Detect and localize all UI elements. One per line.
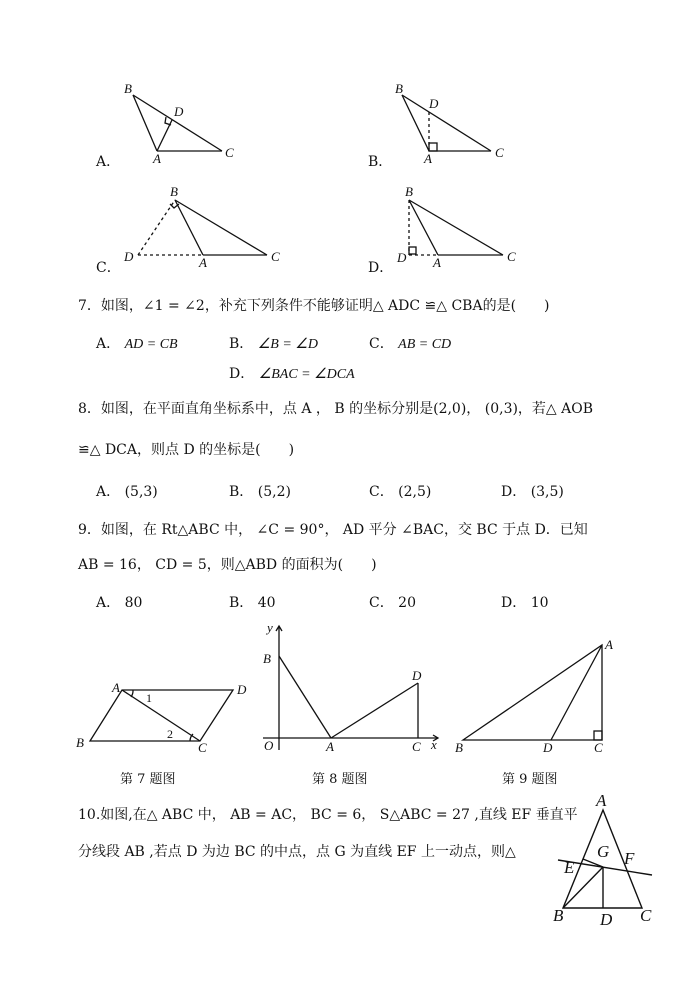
fig7-point-a: A — [112, 680, 120, 695]
fig10-point-b: B — [553, 906, 564, 925]
fig10-point-e: E — [564, 858, 575, 877]
q10-line1: 10.如图,在△ ABC 中， AB = AC， BC = 6， S△ABC = 27 ,直线 EF 垂直平 — [78, 807, 578, 823]
q6a-point-b: B — [124, 81, 132, 96]
q8-option-d: D． (3,5) — [501, 484, 564, 500]
q6c-point-a: A — [199, 255, 207, 270]
fig10-point-a: A — [596, 791, 607, 810]
q6-option-b-label: B． — [368, 154, 393, 170]
q9-stem-line2: AB = 16， CD = 5，则△ABD 的面积为( ) — [78, 557, 377, 573]
q7-option-c: C． AB = CD — [369, 336, 452, 352]
fig8-point-b: B — [263, 651, 271, 666]
q9-option-a: A． 80 — [96, 595, 143, 611]
q6a-point-a: A — [153, 151, 161, 166]
q7-option-b: B． ∠B = ∠D — [229, 336, 318, 352]
fig9-point-c: C — [594, 740, 603, 755]
q6-option-d-label: D． — [368, 260, 394, 276]
fig9-caption: 第 9 题图 — [502, 772, 558, 787]
fig7-angle-2: 2 — [167, 727, 173, 741]
q6d-point-d: D — [397, 250, 407, 265]
fig8-caption: 第 8 题图 — [312, 772, 368, 787]
q6c-point-c: C — [271, 249, 280, 264]
q9-option-b: B． 40 — [229, 595, 276, 611]
q6b-point-b: B — [395, 81, 403, 96]
fig8-point-d: D — [412, 668, 422, 683]
q6b-point-a: A — [424, 151, 432, 166]
fig7-point-c: C — [198, 740, 207, 755]
fig10-point-f: F — [624, 849, 635, 868]
q8-stem-line1: 8．如图，在平面直角坐标系中，点 A ， B 的坐标分别是(2,0)， (0,3)，若△ AOB — [78, 401, 594, 417]
q6d-point-b: B — [405, 184, 413, 199]
fig9-point-d: D — [543, 740, 553, 755]
fig8-point-c: C — [412, 739, 421, 754]
q6d-point-c: C — [507, 249, 516, 264]
q6c-point-d: D — [124, 249, 134, 264]
fig9-point-b: B — [455, 740, 463, 755]
fig10-point-g: G — [597, 842, 610, 861]
q6-option-c-label: C． — [96, 260, 121, 276]
fig7-caption: 第 7 题图 — [120, 772, 176, 787]
q9-option-d: D． 10 — [501, 595, 549, 611]
q8-stem-line2: ≌△ DCA，则点 D 的坐标是( ) — [78, 442, 295, 458]
fig8-axis-y: y — [267, 620, 273, 635]
fig7-point-b: B — [76, 735, 84, 750]
q6-option-a-label: A． — [96, 154, 121, 170]
q6b-point-c: C — [495, 145, 504, 160]
fig8-point-a: A — [326, 739, 334, 754]
q9-stem-line1: 9．如图，在 Rt△ABC 中， ∠C = 90°， AD 平分 ∠BAC，交 BC 于点 D．已知 — [78, 522, 588, 538]
q10-line2: 分线段 AB ,若点 D 为边 BC 的中点，点 G 为直线 EF 上一动点，则△ — [78, 844, 516, 860]
q6c-point-b: B — [170, 184, 178, 199]
fig8-point-o: O — [264, 738, 274, 753]
q8-option-c: C． (2,5) — [369, 484, 432, 500]
q7-option-d: D． ∠BAC = ∠DCA — [229, 366, 355, 382]
q6a-point-c: C — [225, 145, 234, 160]
q6d-point-a: A — [433, 255, 441, 270]
q6a-point-d: D — [174, 104, 184, 119]
q7-option-a: A． AD = CB — [96, 336, 178, 352]
q6b-point-d: D — [429, 96, 439, 111]
fig7-point-d: D — [237, 682, 247, 697]
fig9-point-a: A — [605, 637, 613, 652]
q8-option-b: B． (5,2) — [229, 484, 291, 500]
q8-option-a: A． (5,3) — [96, 484, 158, 500]
fig10-point-d: D — [600, 910, 613, 929]
fig10-point-c: C — [640, 906, 652, 925]
q7-stem: 7．如图，∠1 = ∠2，补充下列条件不能够证明△ ADC ≌△ CBA的是( ) — [78, 298, 550, 314]
fig8-axis-x: x — [431, 737, 437, 752]
q9-option-c: C． 20 — [369, 595, 416, 611]
fig7-angle-1: 1 — [146, 691, 152, 705]
